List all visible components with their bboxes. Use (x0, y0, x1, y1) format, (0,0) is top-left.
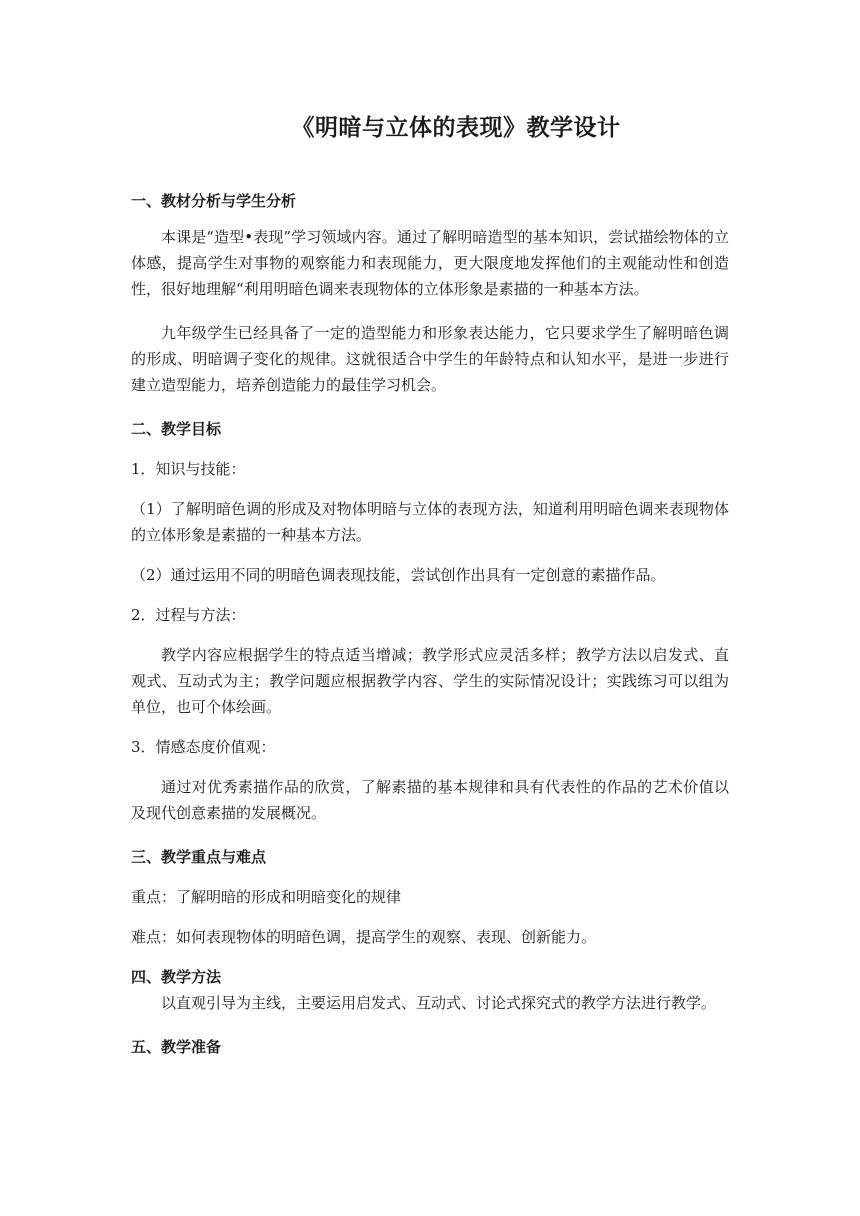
objective-item-1: （1）了解明暗色调的形成及对物体明暗与立体的表现方法，知道利用明暗色调来表现物体的立体形象是素描的一种基本方法。 (131, 500, 729, 544)
subheading-process-method: 2．过程与方法： (131, 606, 246, 624)
section-heading-methods: 四、教学方法 (131, 968, 222, 986)
document-title: 《明暗与立体的表现》教学设计 (291, 115, 621, 141)
paragraph-methods: 以直观引导为主线，主要运用启发式、互动式、讨论式探究式的教学方法进行教学。 (161, 994, 717, 1012)
paragraph-emotion-values: 通过对优秀素描作品的欣赏，了解素描的基本规律和具有代表性的作品的艺术价值以及现代创意素描的发展概况。 (131, 778, 729, 822)
section-heading-key-points: 三、教学重点与难点 (131, 848, 267, 866)
paragraph-course-analysis: 本课是“造型•表现”学习领域内容。通过了解明暗造型的基本知识，尝试描绘物体的立体感，提高学生对事物的观察能力和表现能力，更大限度地发挥他们的主观能动性和创造性，很好地理解“利用明暗色调来表现物体的立体形象是素描的一种基本方法。 (131, 228, 729, 298)
subheading-emotion-values: 3．情感态度价值观： (131, 738, 276, 756)
paragraph-student-analysis: 九年级学生已经具备了一定的造型能力和形象表达能力，它只要求学生了解明暗色调的形成、明暗调子变化的规律。这就很适合中学生的年龄特点和认知水平，是进一步进行建立造型能力，培养创造能力的最佳学习机会。 (131, 324, 729, 394)
difficulty-text: 难点：如何表现物体的明暗色调，提高学生的观察、表现、创新能力。 (131, 928, 597, 946)
subheading-knowledge-skills: 1．知识与技能： (131, 460, 246, 478)
section-heading-analysis: 一、教材分析与学生分析 (131, 192, 297, 210)
paragraph-process-method: 教学内容应根据学生的特点适当增减；教学形式应灵活多样；教学方法以启发式、直观式、互动式为主；教学问题应根据教学内容、学生的实际情况设计；实践练习可以组为单位，也可个体绘画。 (131, 646, 729, 716)
document-page (131, 112, 729, 1060)
section-heading-objectives: 二、教学目标 (131, 420, 222, 438)
section-heading-preparation: 五、教学准备 (131, 1038, 222, 1056)
key-point-text: 重点：了解明暗的形成和明暗变化的规律 (131, 888, 402, 906)
objective-item-2: （2）通过运用不同的明暗色调表现技能，尝试创作出具有一定创意的素描作品。 (131, 566, 666, 584)
